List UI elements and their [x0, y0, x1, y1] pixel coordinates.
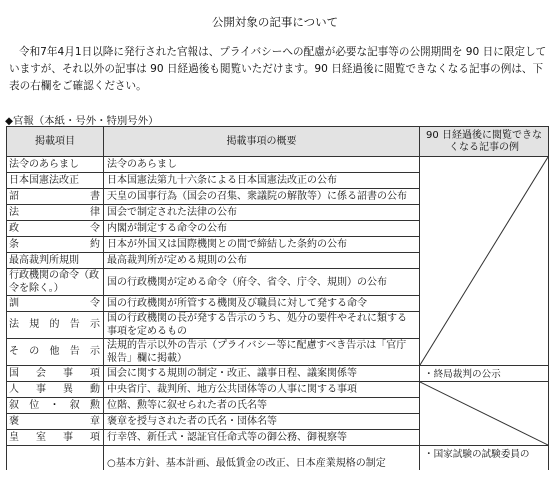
desc-cell: 天皇の国事行為（国会の召集、衆議院の解散等）に係る詔書の公布: [104, 189, 420, 205]
desc-cell: 内閣が制定する命令の公布: [104, 221, 420, 237]
item-cell: 日本国憲法改正: [7, 173, 104, 189]
item-cell: 皇室事項: [7, 430, 104, 446]
desc-cell: 法規的告示以外の告示（プライバシー等に配慮すべき告示は「官庁報告」欄に掲載）: [104, 339, 420, 366]
example-cell: [420, 366, 549, 382]
desc-cell: 国会に関する規則の制定・改正、議事日程、議案関係等: [104, 366, 420, 382]
item-cell: 国会事項: [7, 366, 104, 382]
intro-text: 令和7年4月1日以降に発行された官報は、プライバシーへの配慮が必要な記事等の公開期間を 90 日に限定していますが、それ以外の記事は 90 日経過後も閲覧いただけます。90 日経過後に閲覧できなくなる記事の例は、下表の右欄をご確認ください。: [9, 46, 547, 92]
desc-cell: 法令のあらまし: [104, 157, 420, 173]
header-item: 掲載項目: [7, 127, 104, 157]
item-cell: その他告示: [7, 339, 104, 366]
example-note: ・終局裁判の公示: [424, 369, 501, 380]
not-applicable-cell: [420, 157, 549, 366]
table-header-row: [7, 127, 549, 157]
item-cell: [7, 446, 104, 471]
diagonal-strike-line: [420, 157, 548, 365]
item-cell: 訓令: [7, 296, 104, 312]
header-unavailable-examples: 90 日経過後に閲覧できなくなる記事の例: [420, 127, 549, 157]
item-cell: 政令: [7, 221, 104, 237]
desc-cell: 日本が外国又は国際機関との間で締結した条約の公布: [104, 237, 420, 253]
table-row: [7, 366, 549, 382]
table-row: [7, 382, 549, 398]
desc-cell: 日本国憲法第九十六条による日本国憲法改正の公布: [104, 173, 420, 189]
header-summary: 掲載事項の概要: [104, 127, 420, 157]
item-cell: 叙位・叙勲: [7, 398, 104, 414]
item-cell: 最高裁判所規則: [7, 253, 104, 269]
item-cell: 法令のあらまし: [7, 157, 104, 173]
table-container: [6, 126, 550, 485]
intro-paragraph: [9, 44, 547, 95]
desc-cell: 国会で制定された法律の公布: [104, 205, 420, 221]
item-cell: 褒章: [7, 414, 104, 430]
item-cell: 法律: [7, 205, 104, 221]
desc-cell: ○基本方針、基本計画、最低賃金の改正、日本産業規格の制定: [104, 446, 420, 471]
desc-cell: 位階、勲等に叙せられた者の氏名等: [104, 398, 420, 414]
desc-cell: 国の行政機関の長が発する告示のうち、処分の要件やそれに類する事項を定めるもの: [104, 312, 420, 339]
desc-cell: 褒章を授与された者の氏名・団体名等: [104, 414, 420, 430]
document-title: 公開対象の記事について: [211, 15, 339, 29]
example-note: ・国家試験の試験委員の: [424, 449, 530, 460]
item-cell: 法規的告示: [7, 312, 104, 339]
item-cell: 行政機関の命令（政令を除く。）: [7, 269, 104, 296]
diagonal-strike-line: [420, 382, 548, 445]
desc-cell: 国の行政機関が定める命令（府令、省令、庁令、規則）の公布: [104, 269, 420, 296]
desc-cell: 国の行政機関が所管する機関及び職員に対して発する命令: [104, 296, 420, 312]
desc-cell: 中央省庁、裁判所、地方公共団体等の人事に関する事項: [104, 382, 420, 398]
example-cell: [420, 446, 549, 471]
item-cell: 人事異動: [7, 382, 104, 398]
gazette-items-table: [6, 126, 549, 470]
section-label: ◆官報（本紙・号外・特別号外）: [5, 115, 159, 127]
desc-cell: 行幸啓、新任式・認証官任命式等の御公務、御視察等: [104, 430, 420, 446]
table-row: [7, 446, 549, 471]
item-cell: 詔書: [7, 189, 104, 205]
not-applicable-cell: [420, 382, 549, 446]
table-row: [7, 157, 549, 173]
item-cell: 条約: [7, 237, 104, 253]
desc-cell: 最高裁判所が定める規則の公布: [104, 253, 420, 269]
